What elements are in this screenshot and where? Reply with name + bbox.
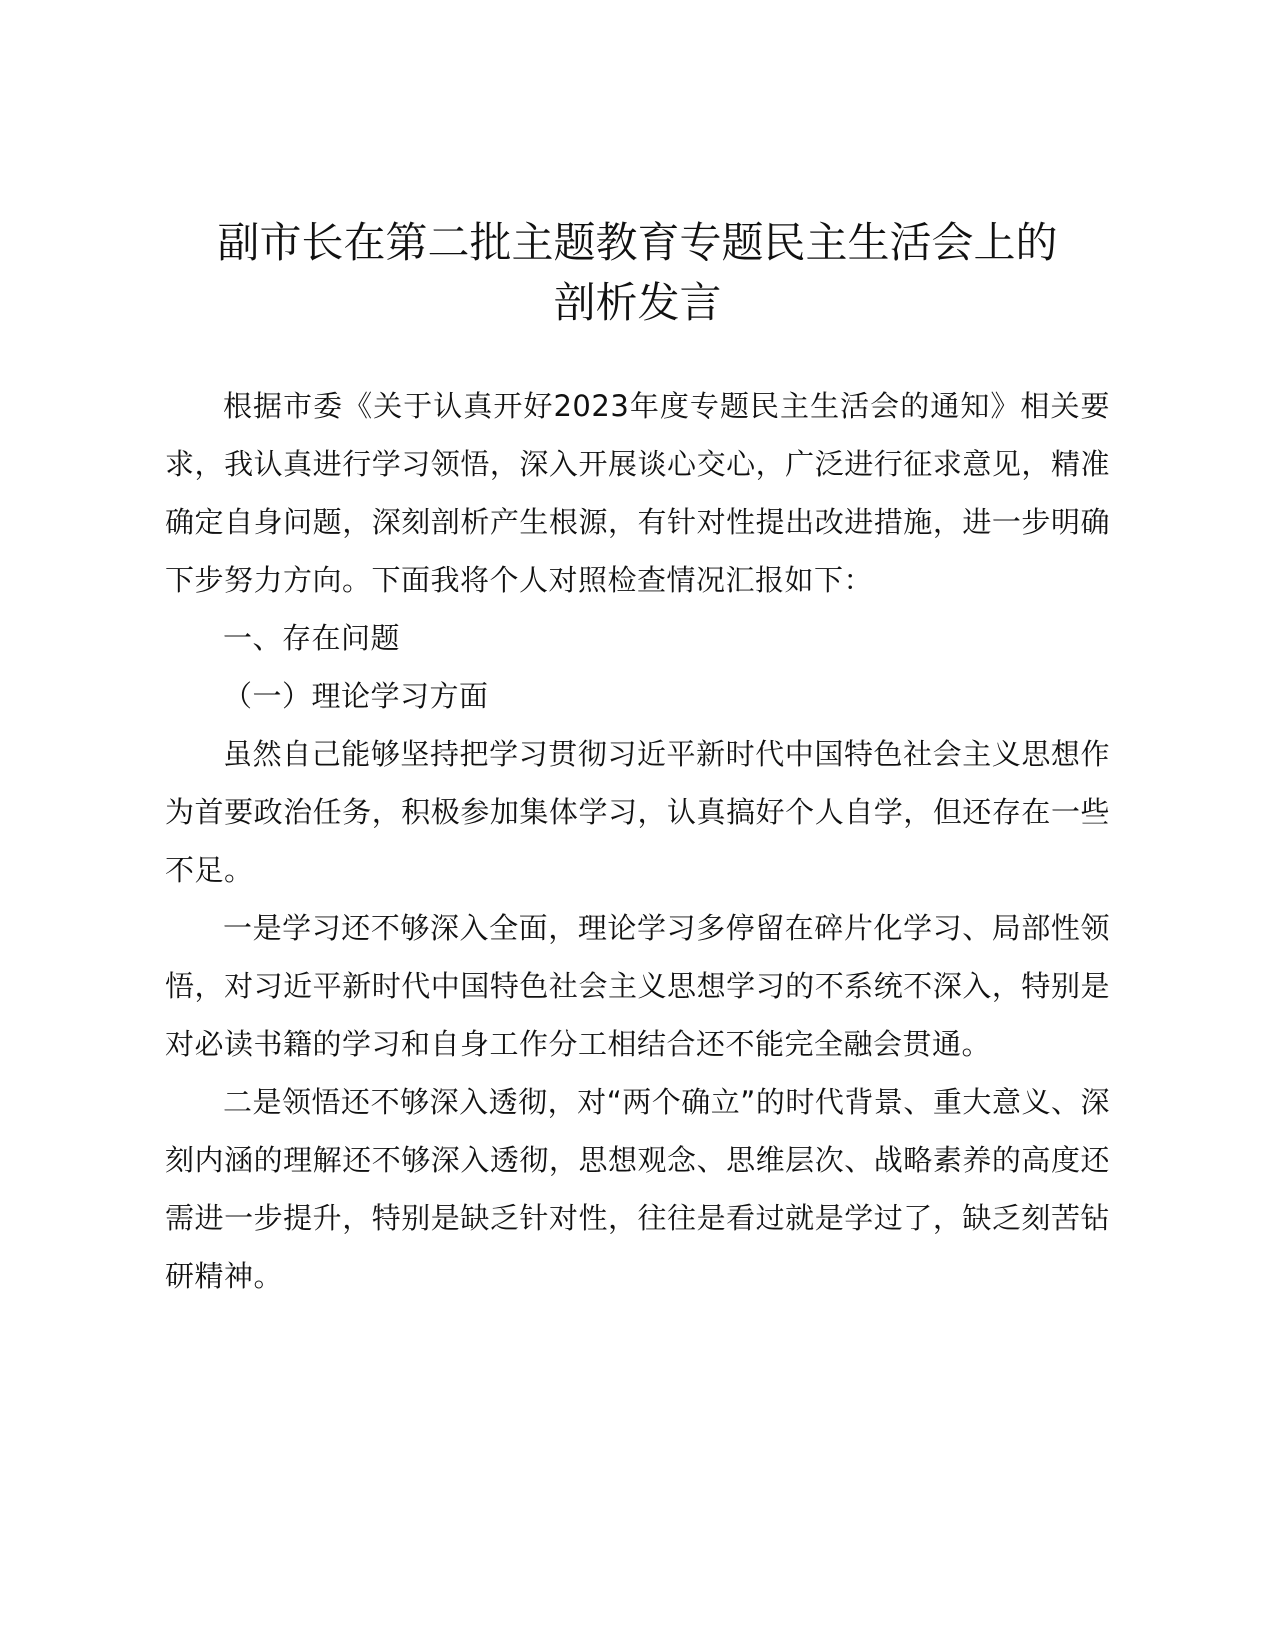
body-paragraph: 一是学习还不够深入全面，理论学习多停留在碎片化学习、局部性领悟，对习近平新时代中国特色社会主义思想学习的不系统不深入，特别是对必读书籍的学习和自身工作分工相结合还不能完全融会贯通。 [165, 911, 1110, 1061]
body-paragraph: 二是领悟还不够深入透彻，对“两个确立”的时代背景、重大意义、深刻内涵的理解还不够深入透彻，思想观念、思维层次、战略素养的高度还需进一步提升，特别是缺乏针对性，往往是看过就是学过了，缺乏刻苦钻研精神。 [165, 1085, 1110, 1293]
section-heading: 一、存在问题 [223, 621, 401, 655]
subsection-heading: （一）理论学习方面 [223, 679, 489, 713]
intro-paragraph: 根据市委《关于认真开好2023年度专题民主生活会的通知》相关要求，我认真进行学习领悟，深入开展谈心交心，广泛进行征求意见，精准确定自身问题，深刻剖析产生根源，有针对性提出改进措施，进一步明确下步努力方向。下面我将个人对照检查情况汇报如下： [165, 389, 1110, 597]
title-line-2: 剖析发言 [553, 278, 722, 327]
document-body [165, 377, 1110, 1305]
title-line-1: 副市长在第二批主题教育专题民主生活会上的 [217, 218, 1058, 267]
document-title [165, 213, 1110, 333]
body-paragraph: 虽然自己能够坚持把学习贯彻习近平新时代中国特色社会主义思想作为首要政治任务，积极参加集体学习，认真搞好个人自学，但还存在一些不足。 [165, 737, 1110, 887]
